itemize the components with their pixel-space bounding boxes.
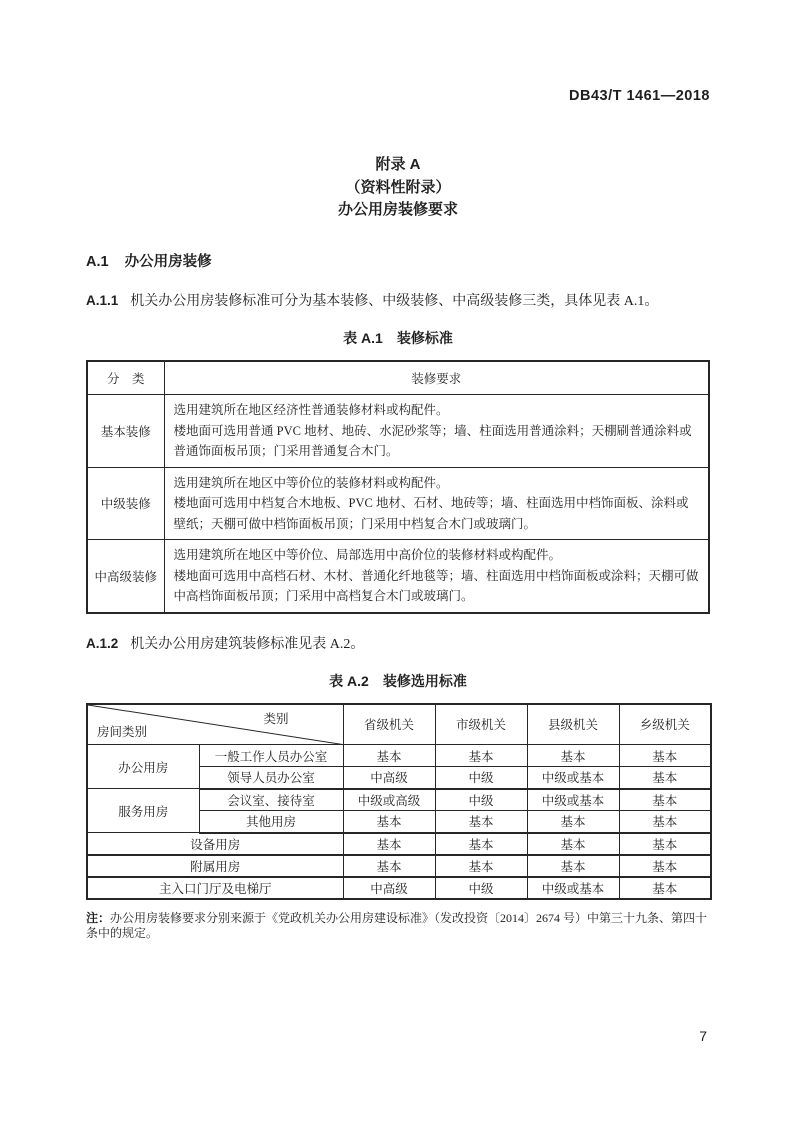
column-header-county: 县级机关 — [527, 704, 619, 745]
room-cell: 一般工作人员办公室 — [199, 745, 343, 767]
room-cell: 领导人员办公室 — [199, 767, 343, 789]
table-row — [87, 395, 709, 468]
value-cell: 基本 — [619, 855, 711, 877]
table-row — [87, 540, 709, 613]
table-footnote — [86, 911, 710, 941]
value-cell: 基本 — [343, 811, 435, 833]
table-row — [87, 467, 709, 540]
value-cell: 基本 — [527, 811, 619, 833]
table-row — [87, 877, 711, 899]
value-cell: 中级 — [435, 877, 527, 899]
value-cell: 中级或基本 — [527, 767, 619, 789]
table-a1-caption — [86, 328, 710, 348]
value-cell: 基本 — [343, 833, 435, 855]
section-a1-number: A.1 — [86, 253, 109, 270]
value-cell: 基本 — [619, 767, 711, 789]
table-a2-caption — [86, 671, 710, 691]
clause-a11-text: 机关办公用房装修标准可分为基本装修、中级装修、中高级装修三类，具体见表 A.1。 — [130, 293, 659, 309]
table-a1-caption-title: 装修标准 — [396, 329, 453, 346]
requirement-line: 选用建筑所在地区中等价位的装修材料或构配件。 — [173, 475, 449, 490]
value-cell: 中高级 — [343, 767, 435, 789]
corner-label-room-type: 房间类别 — [97, 725, 148, 739]
value-cell: 中级 — [435, 789, 527, 811]
table-a1-header-category: 分 类 — [87, 361, 164, 395]
value-cell: 基本 — [619, 789, 711, 811]
table-row — [87, 789, 711, 811]
appendix-title-block — [86, 154, 710, 222]
value-cell: 基本 — [343, 855, 435, 877]
value-cell: 基本 — [343, 745, 435, 767]
table-a1-header-row — [87, 361, 709, 395]
table-a1-header-requirement: 装修要求 — [164, 361, 709, 395]
requirement-cell — [164, 540, 709, 613]
clause-a11-paragraph — [86, 292, 710, 311]
diagonal-header-cell — [87, 704, 343, 745]
value-cell: 基本 — [527, 855, 619, 877]
room-cell-full: 设备用房 — [87, 833, 343, 855]
table-row — [87, 833, 711, 855]
value-cell: 基本 — [619, 833, 711, 855]
value-cell: 基本 — [435, 811, 527, 833]
clause-a12-number: A.1.2 — [86, 635, 119, 651]
room-cell: 其他用房 — [199, 811, 343, 833]
standard-code-header: DB43/T 1461—2018 — [569, 88, 710, 104]
requirement-line: 楼地面可选用普通 PVC 地材、地砖、水泥砂浆等；墙、柱面选用普通涂料；天棚刷普通涂料或普通饰面板吊顶；门采用普通复合木门。 — [173, 423, 692, 458]
value-cell: 基本 — [619, 745, 711, 767]
room-cell-full: 主入口门厅及电梯厅 — [87, 877, 343, 899]
requirement-cell — [164, 467, 709, 540]
room-cell-full: 附属用房 — [87, 855, 343, 877]
room-group-cell: 办公用房 — [87, 745, 199, 789]
footnote-label: 注： — [86, 910, 111, 925]
value-cell: 中级 — [435, 767, 527, 789]
requirement-line: 楼地面可选用中高档石材、木材、普通化纤地毯等；墙、柱面选用中档饰面板或涂料；天棚可做中高档饰面板吊顶；门采用中高档复合木门或玻璃门。 — [173, 568, 699, 603]
value-cell: 基本 — [619, 811, 711, 833]
requirement-cell — [164, 395, 709, 468]
value-cell: 中级或基本 — [527, 877, 619, 899]
table-a1-caption-label: 表 A.1 — [343, 329, 383, 346]
appendix-title-line2: （资料性附录） — [345, 178, 451, 196]
appendix-title-line1: 附录 A — [375, 156, 421, 173]
value-cell: 基本 — [619, 877, 711, 899]
page-number: 7 — [699, 1028, 707, 1044]
value-cell: 基本 — [435, 833, 527, 855]
table-a2 — [86, 703, 712, 900]
table-row — [87, 745, 711, 767]
section-a1-title: 办公用房装修 — [124, 253, 212, 270]
value-cell: 基本 — [527, 833, 619, 855]
section-a1-heading — [86, 250, 710, 271]
clause-a12-text: 机关办公用房建筑装修标准见表 A.2。 — [130, 636, 365, 652]
value-cell: 中级或高级 — [343, 789, 435, 811]
category-cell: 中高级装修 — [87, 540, 164, 613]
value-cell: 基本 — [435, 745, 527, 767]
table-a2-header-row — [87, 704, 711, 745]
room-group-cell: 服务用房 — [87, 789, 199, 833]
footnote-text: 办公用房装修要求分别来源于《党政机关办公用房建设标准》（发改投资〔2014〕2674 号）中第三十九条、第四十条中的规定。 — [86, 910, 708, 940]
category-cell: 基本装修 — [87, 395, 164, 468]
corner-label-category: 类别 — [263, 711, 289, 726]
clause-a11-number: A.1.1 — [86, 292, 119, 308]
value-cell: 基本 — [435, 855, 527, 877]
room-cell: 会议室、接待室 — [199, 789, 343, 811]
value-cell: 中高级 — [343, 877, 435, 899]
value-cell: 中级或基本 — [527, 789, 619, 811]
category-cell: 中级装修 — [87, 467, 164, 540]
requirement-line: 选用建筑所在地区经济性普通装修材料或构配件。 — [173, 403, 449, 417]
column-header-township: 乡级机关 — [619, 704, 711, 745]
table-row — [87, 855, 711, 877]
requirement-line: 楼地面可选用中档复合木地板、PVC 地材、石材、地砖等；墙、柱面选用中档饰面板、涂料或壁纸；天棚可做中档饰面板吊顶；门采用中档复合木门或玻璃门。 — [173, 496, 689, 531]
value-cell: 基本 — [527, 745, 619, 767]
table-a2-caption-label: 表 A.2 — [329, 672, 369, 689]
requirement-line: 选用建筑所在地区中等价位、局部选用中高价位的装修材料或构配件。 — [173, 548, 562, 562]
clause-a12-paragraph — [86, 635, 710, 654]
column-header-municipal: 市级机关 — [435, 704, 527, 745]
column-header-provincial: 省级机关 — [343, 704, 435, 745]
table-a2-caption-title: 装修选用标准 — [382, 672, 467, 689]
appendix-title-line3: 办公用房装修要求 — [337, 201, 458, 218]
table-a1 — [86, 360, 710, 614]
